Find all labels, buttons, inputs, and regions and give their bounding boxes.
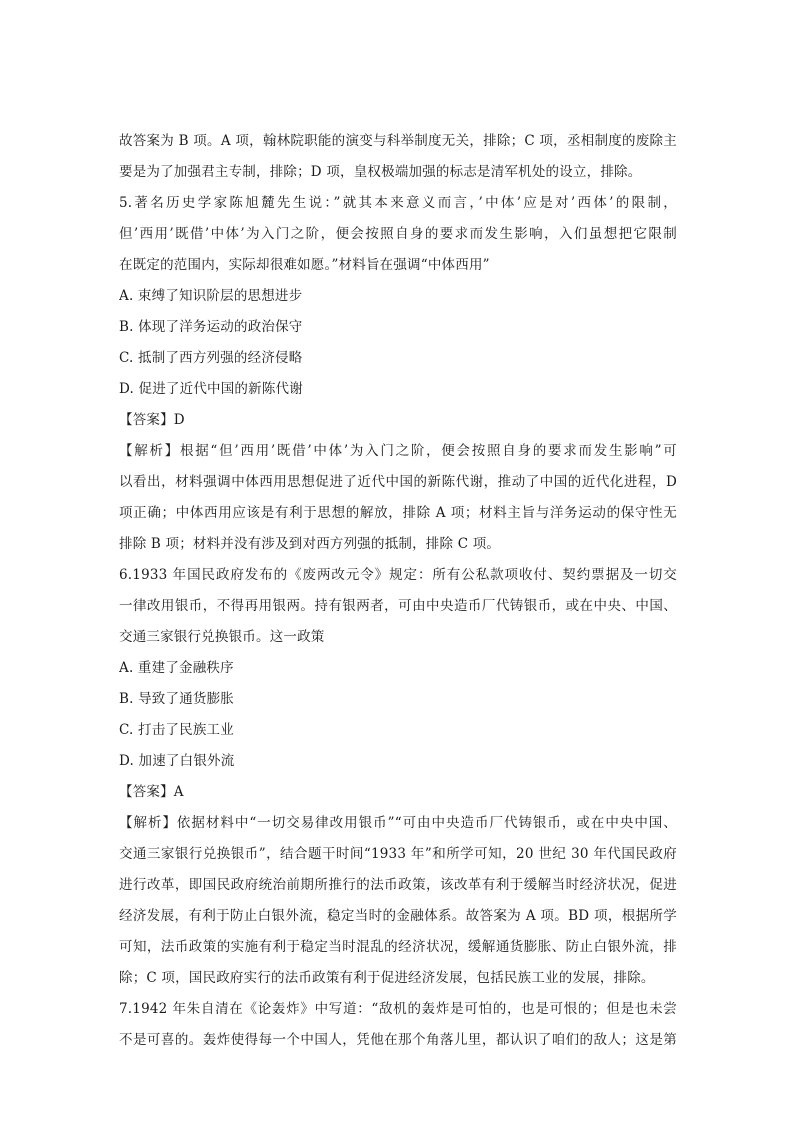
text-line: 要是为了加强君主专制，排除；D 项，皇权极端加强的标志是清军机处的设立，排除。 xyxy=(119,164,642,180)
text-line: 项正确；中体西用应该是有利于思想的解放，排除 A 项；材料主旨与洋务运动的保守性无 xyxy=(119,505,677,521)
text-line: D. 加速了白银外流 xyxy=(119,753,235,769)
text-line: 不是可喜的。轰炸使得每一个中国人，凭他在那个角落儿里，都认识了咱们的敌人；这是第 xyxy=(119,1032,677,1048)
text-line: 7.1942 年朱自清在《论轰炸》中写道：“敌机的轰炸是可怕的，也是可恨的；但是也未尝 xyxy=(119,1001,677,1017)
text-line: 故答案为 B 项。A 项，翰林院职能的演变与科举制度无关，排除；C 项，丞相制度的废除主 xyxy=(119,133,677,149)
text-line: B. 导致了通货膨胀 xyxy=(119,691,235,707)
text-line: A. 束缚了知识阶层的思想进步 xyxy=(119,288,303,304)
text-line: 一律改用银币，不得再用银两。持有银两者，可由中央造币厂代铸银币，或在中央、中国、 xyxy=(119,598,677,614)
text-line: D. 促进了近代中国的新陈代谢 xyxy=(119,381,303,397)
text-line: 【答案】D xyxy=(119,412,185,428)
text-line: 交通三家银行兑换银币”，结合题干时间“1933 年”和所学可知，20 世纪 30 年代国民政府 xyxy=(119,846,677,862)
text-line: C. 打击了民族工业 xyxy=(119,722,234,738)
text-line: 进行改革，即国民政府统治前期所推行的法币政策，该改革有利于缓解当时经济状况，促进 xyxy=(119,877,677,893)
text-line: 【解析】根据“但’西用’既借’中体’为入门之阶，便会按照自身的要求而发生影响”可 xyxy=(119,443,677,459)
text-line: 除；C 项，国民政府实行的法币政策有利于促进经济发展，包括民族工业的发展，排除。 xyxy=(119,970,655,986)
text-line: 交通三家银行兑换银币。这一政策 xyxy=(119,629,325,645)
text-line: 以看出，材料强调中体西用思想促进了近代中国的新陈代谢，推动了中国的近代化进程，D xyxy=(119,474,677,490)
text-line: 【解析】依据材料中“一切交易律改用银币”“可由中央造币厂代铸银币，或在中央中国、 xyxy=(119,815,677,831)
text-line: 可知，法币政策的实施有利于稳定当时混乱的经济状况，缓解通货膨胀、防止白银外流，排 xyxy=(119,939,677,955)
text-line: A. 重建了金融秩序 xyxy=(119,660,234,676)
document-body xyxy=(119,126,677,1056)
text-line: B. 体现了洋务运动的政治保守 xyxy=(119,319,303,335)
text-line: 在既定的范围内，实际却很难如愿。”材料旨在强调“中体西用” xyxy=(119,257,490,273)
text-line: 但’西用’既借’中体’为入门之阶，便会按照自身的要求而发生影响，入们虽想把它限制 xyxy=(119,226,677,242)
text-line: 6.1933 年国民政府发布的《废两改元令》规定：所有公私款项收付、契约票据及一切交 xyxy=(119,567,677,583)
text-line: 经济发展，有利于防止白银外流，稳定当时的金融体系。故答案为 A 项。BD 项，根据所学 xyxy=(119,908,677,924)
text-line: 【答案】A xyxy=(119,784,184,800)
text-line: C. 抵制了西方列强的经济侵略 xyxy=(119,350,303,366)
text-line: 5.著名历史学家陈旭麓先生说：”就其本来意义而言，’中体’应是对’西体’的限制， xyxy=(119,195,677,211)
text-line: 排除 B 项；材料并没有涉及到对西方列强的抵制，排除 C 项。 xyxy=(119,536,501,552)
